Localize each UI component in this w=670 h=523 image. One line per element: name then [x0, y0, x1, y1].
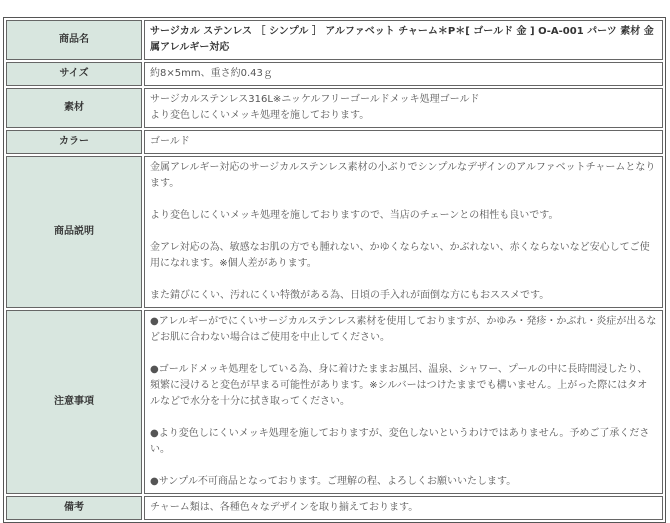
value-notes: [144, 310, 663, 494]
row-color: [6, 130, 663, 154]
row-product-name: [6, 20, 663, 60]
row-remarks: [6, 496, 663, 520]
notes-paragraph: ●ゴールドメッキ処理をしている為、身に着けたままお風呂、温泉、シャワー、プールの中に長時間浸したり、頻繁に浸けると変色が早まる可能性があります。※シルバーはつけたままでも構いません。上がった際にはタオルなどで水分を十分に拭き取ってください。: [150, 364, 648, 407]
label-notes: 注意事項: [6, 310, 142, 494]
description-paragraph: 金属アレルギー対応のサージカルステンレス素材の小ぶりでシンプルなデザインのアルファベットチャームとなります。: [150, 162, 656, 189]
product-spec-table: [3, 17, 666, 523]
value-product-name: サージカル ステンレス ［ シンプル ］ アルファベット チャーム＊P＊[ ゴールド 金 ] O-A-001 パーツ 素材 金属アレルギー対応: [144, 20, 663, 60]
material-line: サージカルステンレス316L※ニッケルフリーゴールドメッキ処理ゴールド: [150, 94, 480, 105]
notes-paragraph: ●アレルギーがでにくいサージカルステンレス素材を使用しておりますが、かゆみ・発疹・かぶれ・炎症が出るなどお肌に合わない場合はご使用を中止してください。: [150, 316, 657, 343]
label-material: 素材: [6, 88, 142, 128]
value-remarks: チャーム類は、各種色々なデザインを取り揃えております。: [144, 496, 663, 520]
value-material: [144, 88, 663, 128]
row-size: [6, 62, 663, 86]
value-description: [144, 156, 663, 308]
material-line: より変色しにくいメッキ処理を施しております。: [150, 110, 370, 121]
label-product-name: 商品名: [6, 20, 142, 60]
notes-paragraph: ●サンプル不可商品となっております。ご理解の程、よろしくお願いいたします。: [150, 476, 517, 487]
label-size: サイズ: [6, 62, 142, 86]
label-color: カラー: [6, 130, 142, 154]
value-color: ゴールド: [144, 130, 663, 154]
label-remarks: 備考: [6, 496, 142, 520]
value-size: 約8×5mm、重さ約0.43ｇ: [144, 62, 663, 86]
row-description: [6, 156, 663, 308]
description-paragraph: より変色しにくいメッキ処理を施しておりますので、当店のチェーンとの相性も良いです。: [150, 210, 559, 221]
row-material: [6, 88, 663, 128]
label-description: 商品説明: [6, 156, 142, 308]
description-paragraph: 金アレ対応の為、敏感なお肌の方でも腫れない、かゆくならない、かぶれない、赤くならないなど安心してご使用になれます。※個人差があります。: [150, 242, 650, 269]
description-paragraph: また錆びにくい、汚れにくい特徴がある為、日頃の手入れが面倒な方にもおススメです。: [150, 290, 550, 301]
row-notes: [6, 310, 663, 494]
notes-paragraph: ●より変色しにくいメッキ処理を施しておりますが、変色しないというわけではありません。予めご了承ください。: [150, 428, 650, 455]
